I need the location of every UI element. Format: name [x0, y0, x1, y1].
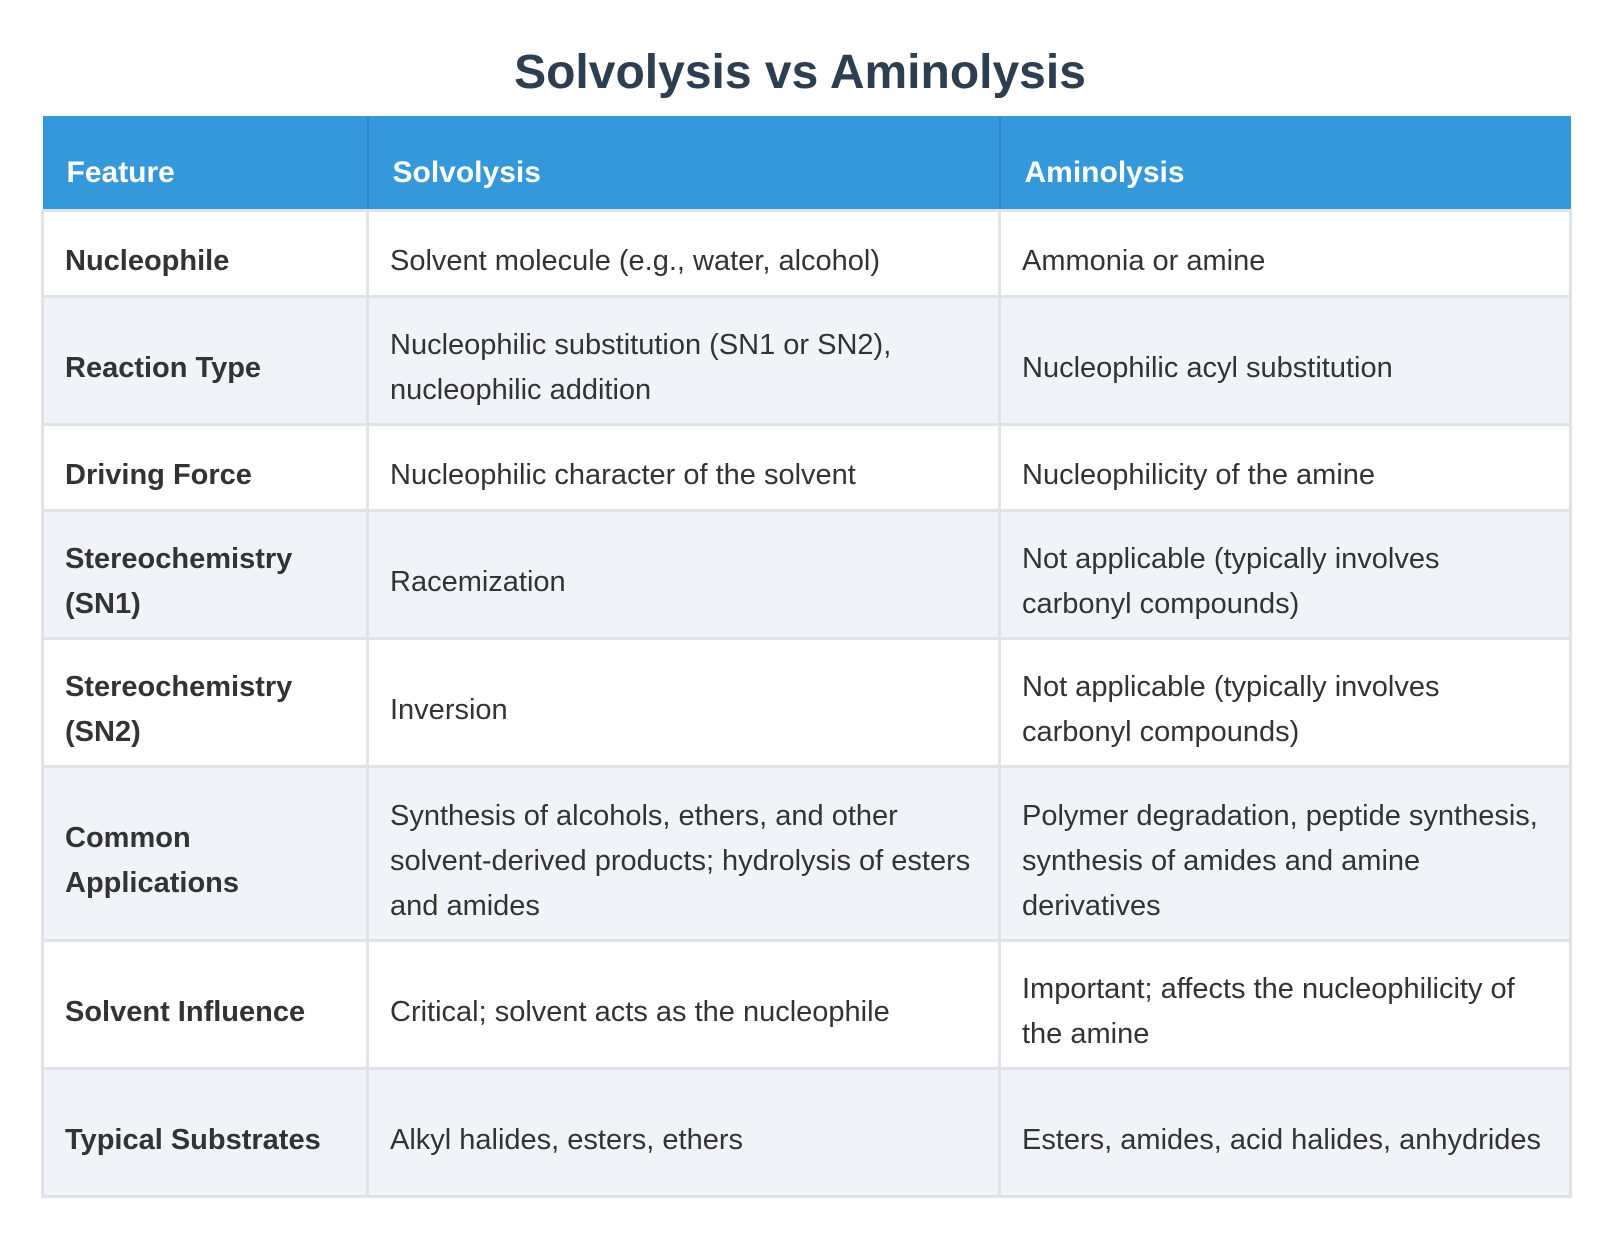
feature-label: Reaction Type [65, 351, 262, 384]
solvolysis-cell [368, 940, 1000, 1068]
table-body [43, 210, 1571, 1196]
solvolysis-value: Nucleophilic substitution (SN1 or SN2), nucleophilic addition [390, 329, 892, 406]
solvolysis-cell [368, 1068, 1000, 1196]
table-row [43, 424, 1571, 510]
aminolysis-cell [1000, 766, 1571, 940]
aminolysis-value: Important; affects the nucleophilicity of the amine [1022, 973, 1515, 1050]
aminolysis-cell [1000, 424, 1571, 510]
solvolysis-value: Synthesis of alcohols, ethers, and other solvent-derived products; hydrolysis of esters and amides [390, 799, 971, 922]
feature-label: Solvent Influence [65, 995, 306, 1028]
aminolysis-value: Esters, amides, acid halides, anhydrides [1022, 1123, 1542, 1156]
table-header [43, 116, 1571, 210]
page-title: Solvolysis vs Aminolysis [514, 46, 1086, 99]
comparison-table-container [41, 116, 1569, 1198]
header-feature: Feature [43, 116, 368, 210]
feature-cell [43, 424, 368, 510]
solvolysis-cell [368, 766, 1000, 940]
feature-label: Stereochemistry (SN2) [65, 671, 293, 748]
aminolysis-value: Ammonia or amine [1022, 244, 1266, 277]
feature-cell [43, 210, 368, 296]
aminolysis-value: Not applicable (typically involves carbonyl compounds) [1022, 543, 1440, 620]
header-row [43, 116, 1571, 210]
table-row [43, 766, 1571, 940]
feature-cell [43, 940, 368, 1068]
feature-cell [43, 766, 368, 940]
solvolysis-value: Racemization [390, 565, 566, 598]
solvolysis-value: Critical; solvent acts as the nucleophile [390, 995, 890, 1028]
table-row [43, 638, 1571, 766]
table-row [43, 940, 1571, 1068]
aminolysis-cell [1000, 940, 1571, 1068]
table-row [43, 210, 1571, 296]
aminolysis-value: Nucleophilicity of the amine [1022, 458, 1376, 491]
feature-label: Driving Force [65, 458, 252, 491]
header-solvolysis: Solvolysis [368, 116, 1000, 210]
solvolysis-value: Alkyl halides, esters, ethers [390, 1123, 743, 1156]
aminolysis-value: Not applicable (typically involves carbonyl compounds) [1022, 671, 1440, 748]
feature-label: Typical Substrates [65, 1123, 321, 1156]
solvolysis-value: Inversion [390, 693, 508, 726]
aminolysis-value: Nucleophilic acyl substitution [1022, 351, 1393, 384]
feature-cell [43, 1068, 368, 1196]
feature-label: Nucleophile [65, 244, 230, 277]
table-row [43, 1068, 1571, 1196]
feature-label: Stereochemistry (SN1) [65, 543, 293, 620]
feature-cell [43, 510, 368, 638]
solvolysis-cell [368, 638, 1000, 766]
feature-cell [43, 296, 368, 424]
aminolysis-cell [1000, 510, 1571, 638]
aminolysis-value: Polymer degradation, peptide synthesis, synthesis of amides and amine derivatives [1022, 799, 1538, 922]
comparison-table [41, 116, 1572, 1198]
solvolysis-value: Solvent molecule (e.g., water, alcohol) [390, 244, 881, 277]
table-row [43, 296, 1571, 424]
solvolysis-cell [368, 210, 1000, 296]
solvolysis-cell [368, 424, 1000, 510]
aminolysis-cell [1000, 638, 1571, 766]
feature-label: Common Applications [65, 822, 240, 899]
table-row [43, 510, 1571, 638]
header-aminolysis: Aminolysis [1000, 116, 1571, 210]
feature-cell [43, 638, 368, 766]
aminolysis-cell [1000, 296, 1571, 424]
aminolysis-cell [1000, 1068, 1571, 1196]
solvolysis-cell [368, 510, 1000, 638]
solvolysis-value: Nucleophilic character of the solvent [390, 458, 856, 491]
aminolysis-cell [1000, 210, 1571, 296]
solvolysis-cell [368, 296, 1000, 424]
